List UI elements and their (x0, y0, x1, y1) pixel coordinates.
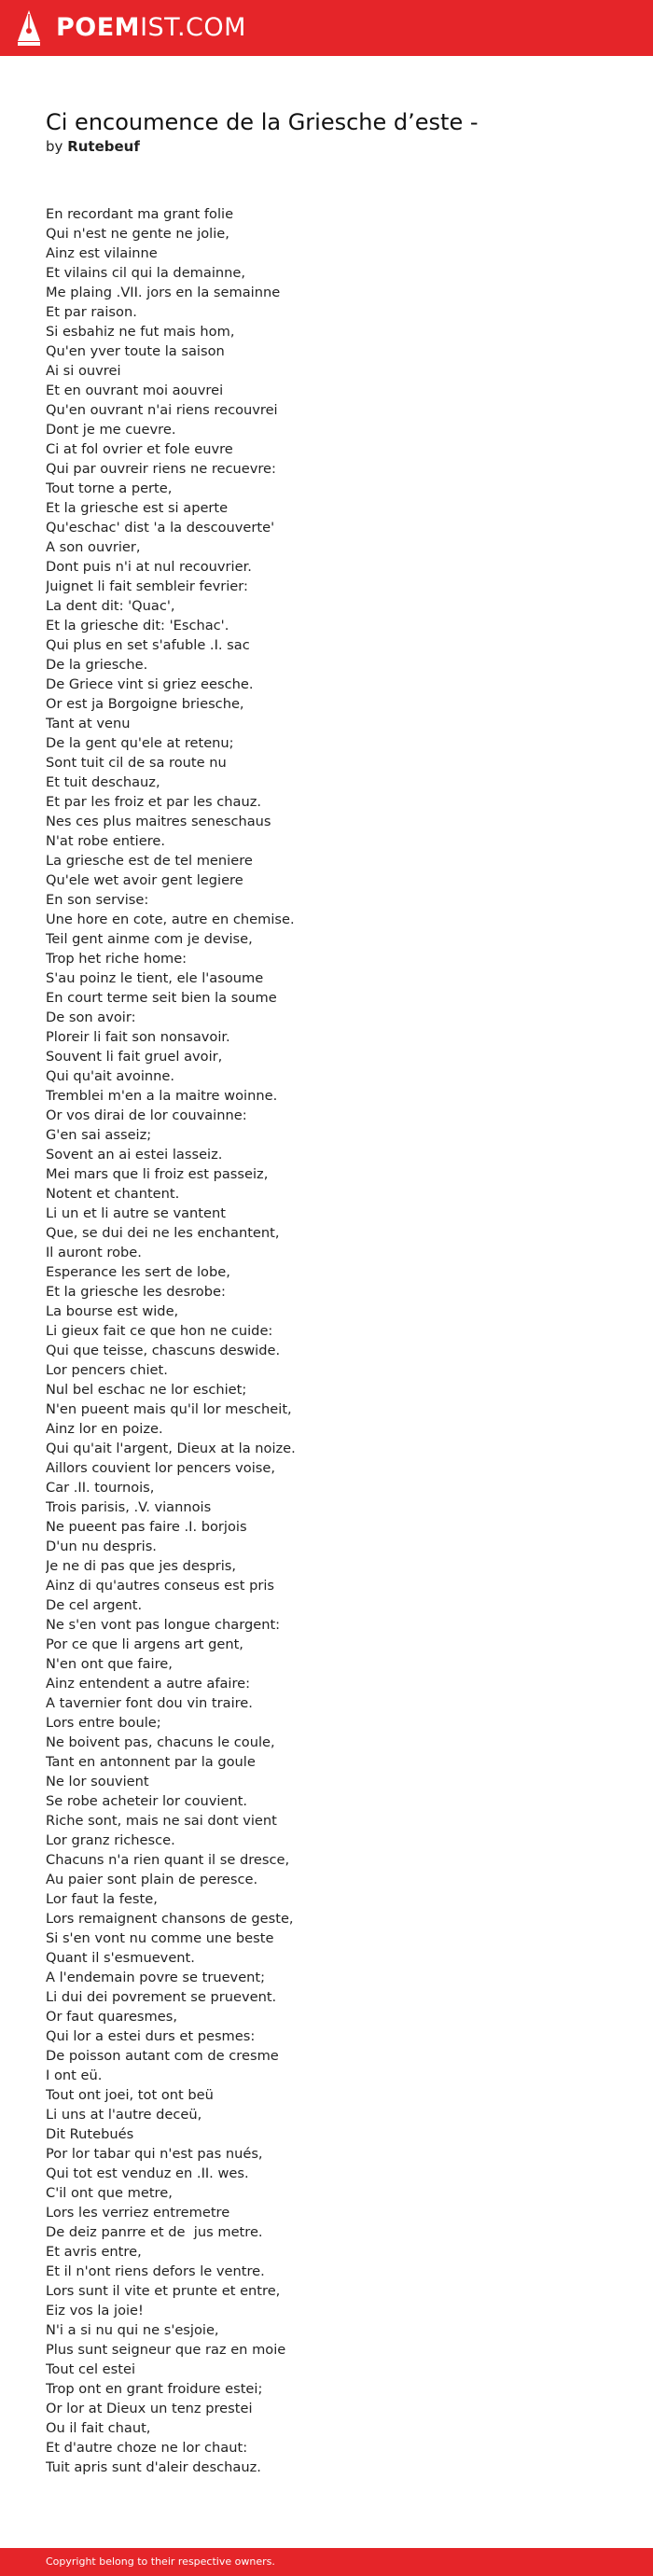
poem-line: De deiz panrre et de jus metre. (46, 2224, 263, 2240)
poem-line: Tremblei m'en a la maitre woinne. (46, 1088, 278, 1104)
poem-line: N'en pueent mais qu'il lor mescheit, (46, 1401, 292, 1417)
poem-line: Plus sunt seigneur que raz en moie (46, 2342, 286, 2358)
poem-line: De cel argent. (46, 1597, 143, 1613)
poem-line: Nes ces plus maitres seneschaus (46, 814, 271, 829)
author-name[interactable]: Rutebeuf (67, 138, 140, 155)
poem-line: Et par les froiz et par les chauz. (46, 794, 262, 810)
poem-line: Dit Rutebués (46, 2126, 134, 2142)
poem-line: Qui qu'ait l'argent, Dieux at la noize. (46, 1441, 296, 1456)
poem-line: Me plaing .VII. jors en la semainne (46, 285, 281, 300)
poem-line: G'en sai asseiz; (46, 1127, 152, 1143)
poem-line: Ne pueent pas faire .I. borjois (46, 1519, 247, 1535)
poem-line: Qui plus en set s'afuble .I. sac (46, 637, 250, 653)
poem-line: Tout torne a perte, (46, 480, 173, 496)
poem-line: N'en ont que faire, (46, 1656, 173, 1672)
poem-line: Ainz di qu'autres conseus est pris (46, 1578, 275, 1594)
logo-rest: IST.COM (140, 13, 246, 42)
poem-line: Si esbahiz ne fut mais hom, (46, 324, 235, 340)
poem-line: Ci at fol ovrier et fole euvre (46, 441, 233, 457)
poem-line: Sont tuit cil de sa route nu (46, 755, 227, 771)
logo-bold: POEM (56, 13, 141, 42)
poem-line: Sovent an ai estei lasseiz. (46, 1147, 223, 1163)
poem-line: Eiz vos la joie! (46, 2303, 144, 2318)
poem-line: Qu'ele wet avoir gent legiere (46, 872, 243, 888)
poem-line: Li gieux fait ce que hon ne cuide: (46, 1323, 273, 1339)
poem-line: Li un et li autre se vantent (46, 1205, 226, 1221)
poem-line: Notent et chantent. (46, 1186, 180, 1202)
site-footer (0, 2548, 653, 2576)
poem-line: N'i a si nu qui ne s'esjoie, (46, 2322, 219, 2338)
poem-line: Tant at venu (46, 716, 131, 731)
poem-line: En son servise: (46, 892, 149, 908)
poem-line: Qu'en yver toute la saison (46, 343, 225, 359)
poem-line: Qui n'est ne gente ne jolie, (46, 226, 229, 242)
poem-line: Teil gent ainme com je devise, (46, 931, 253, 947)
poem-line: Qui par ouvreir riens ne recuevre: (46, 461, 276, 477)
poem-line: Et la griesche dit: 'Eschac'. (46, 618, 229, 634)
poem-line: De la griesche. (46, 657, 148, 673)
poem-line: Qu'eschac' dist 'a la descouverte' (46, 520, 275, 536)
poem-line: Qui qu'ait avoinne. (46, 1068, 174, 1084)
poem-line: Et il n'ont riens defors le ventre. (46, 2263, 265, 2279)
poem-line: Il auront robe. (46, 1245, 142, 1260)
poem-line: Et la griesche est si aperte (46, 500, 229, 516)
poem-line: Lor pencers chiet. (46, 1362, 168, 1378)
by-label: by (46, 138, 63, 155)
poem-line: Et vilains cil qui la demainne, (46, 265, 246, 281)
poem-line: Se robe acheteir lor couvient. (46, 1793, 248, 1809)
poem-line: Ne boivent pas, chacuns le coule, (46, 1734, 275, 1750)
poem-line: Li dui dei povrement se pruevent. (46, 1989, 277, 2005)
poem-line: Mei mars que li froiz est passeiz, (46, 1166, 269, 1182)
poem-line: Ainz entendent a autre afaire: (46, 1676, 251, 1692)
poem-line: Ne s'en vont pas longue chargent: (46, 1617, 281, 1633)
poem-line: A son ouvrier, (46, 539, 141, 555)
poem-line: Et d'autre choze ne lor chaut: (46, 2440, 248, 2456)
poem-line: N'at robe entiere. (46, 833, 166, 849)
poem-line: En court terme seit bien la soume (46, 990, 277, 1006)
poem-line: Ou il fait chaut, (46, 2420, 151, 2436)
poem-line: Riche sont, mais ne sai dont vient (46, 1813, 277, 1829)
poem-line: Aillors couvient lor pencers voise, (46, 1460, 275, 1476)
poem-line: Ainz est vilainne (46, 245, 158, 261)
poem-line: Et par raison. (46, 304, 137, 320)
copyright-notice: Copyright belong to their respective owners. (46, 2555, 275, 2568)
poem-line: Une hore en cote, autre en chemise. (46, 912, 295, 927)
byline (46, 137, 140, 156)
site-logo[interactable] (56, 13, 246, 43)
poem-line: Trop ont en grant froidure estei; (46, 2381, 263, 2397)
poem-line: En recordant ma grant folie (46, 206, 234, 222)
poem-line: Nul bel eschac ne lor eschiet; (46, 1382, 247, 1398)
poem-line: Lor faut la feste, (46, 1891, 158, 1907)
poem-line: Qui que teisse, chascuns deswide. (46, 1343, 281, 1358)
site-header (0, 0, 653, 56)
poem-line: Tant en antonnent par la goule (46, 1754, 256, 1770)
poem-line: Tuit apris sunt d'aleir deschauz. (46, 2459, 261, 2475)
poem-line: Lors entre boule; (46, 1715, 161, 1731)
poem-line: Souvent li fait gruel avoir, (46, 1049, 223, 1065)
poem-line: Dont je me cuevre. (46, 422, 176, 438)
poem-line: Qu'en ouvrant n'ai riens recouvrei (46, 402, 278, 418)
poem-line: Por ce que li argens art gent, (46, 1636, 243, 1652)
poem-line: Tout cel estei (46, 2361, 136, 2377)
poem-line: De poisson autant com de cresme (46, 2048, 279, 2064)
poem-line: La griesche est de tel meniere (46, 853, 253, 869)
poem-line: Li uns at l'autre deceü, (46, 2107, 202, 2123)
poem-line: Et la griesche les desrobe: (46, 1284, 226, 1300)
poem-line: D'un nu despris. (46, 1539, 157, 1554)
poem-line: Lor granz richesce. (46, 1832, 175, 1848)
poem-line: Si s'en vont nu comme une beste (46, 1930, 274, 1946)
poem-line: Au paier sont plain de peresce. (46, 1872, 258, 1887)
poem-line: Et avris entre, (46, 2244, 142, 2260)
poem-line: Ploreir li fait son nonsavoir. (46, 1029, 230, 1045)
poem-line: De la gent qu'ele at retenu; (46, 735, 234, 751)
poem-line: Trois parisis, .V. viannois (46, 1499, 212, 1515)
poem-line: Ainz lor en poize. (46, 1421, 163, 1437)
poem-line: Or faut quaresmes, (46, 2009, 177, 2025)
poem-line: Et en ouvrant moi aouvrei (46, 383, 224, 398)
poem-line: Trop het riche home: (46, 951, 188, 967)
poem-line: S'au poinz le tient, ele l'asoume (46, 970, 264, 986)
poem-line: Juignet li fait sembleir fevrier: (46, 578, 248, 594)
poem-line: Ne lor souvient (46, 1774, 149, 1789)
poem-line: La bourse est wide, (46, 1303, 179, 1319)
poem-line: Tout ont joei, tot ont beü (46, 2087, 214, 2103)
poem-line: Et tuit deschauz, (46, 774, 160, 790)
poem-line: Qui lor a estei durs et pesmes: (46, 2028, 256, 2044)
poem-line: Esperance les sert de lobe, (46, 1264, 230, 1280)
poem-line: Que, se dui dei ne les enchantent, (46, 1225, 280, 1241)
poem-line: A l'endemain povre se truevent; (46, 1970, 266, 1985)
poem-line: Quant il s'esmuevent. (46, 1950, 195, 1966)
poem-line: Car .II. tournois, (46, 1480, 155, 1496)
poem-line: Dont puis n'i at nul recouvrier. (46, 559, 252, 575)
poem-line: Lors les verriez entremetre (46, 2205, 230, 2221)
poem-line: Or vos dirai de lor couvainne: (46, 1107, 247, 1123)
poem-line: I ont eü. (46, 2068, 103, 2083)
poem-line: Lors sunt il vite et prunte et entre, (46, 2283, 281, 2299)
poem-line: La dent dit: 'Quac', (46, 598, 175, 614)
poem-line: Qui tot est venduz en .II. wes. (46, 2165, 249, 2181)
poem-line: De Griece vint si griez eesche. (46, 676, 254, 692)
poem-line: Ai si ouvrei (46, 363, 121, 379)
poem-title: Ci encoumence de la Griesche d’este - (46, 109, 479, 135)
poem-line: A tavernier font dou vin traire. (46, 1695, 253, 1711)
poem-line: Chacuns n'a rien quant il se dresce, (46, 1852, 290, 1868)
poem-line: Or lor at Dieux un tenz prestei (46, 2401, 253, 2416)
poem-body (46, 204, 624, 2477)
poem-line: C'il ont que metre, (46, 2185, 173, 2201)
poem-line: Or est ja Borgoigne briesche, (46, 696, 244, 712)
poem-line: Por lor tabar qui n'est pas nués, (46, 2146, 263, 2162)
poem-line: De son avoir: (46, 1010, 136, 1025)
fountain-pen-nib-icon[interactable] (17, 9, 41, 47)
poem-line: Je ne di pas que jes despris, (46, 1558, 237, 1574)
poem-line: Lors remaignent chansons de geste, (46, 1911, 294, 1927)
